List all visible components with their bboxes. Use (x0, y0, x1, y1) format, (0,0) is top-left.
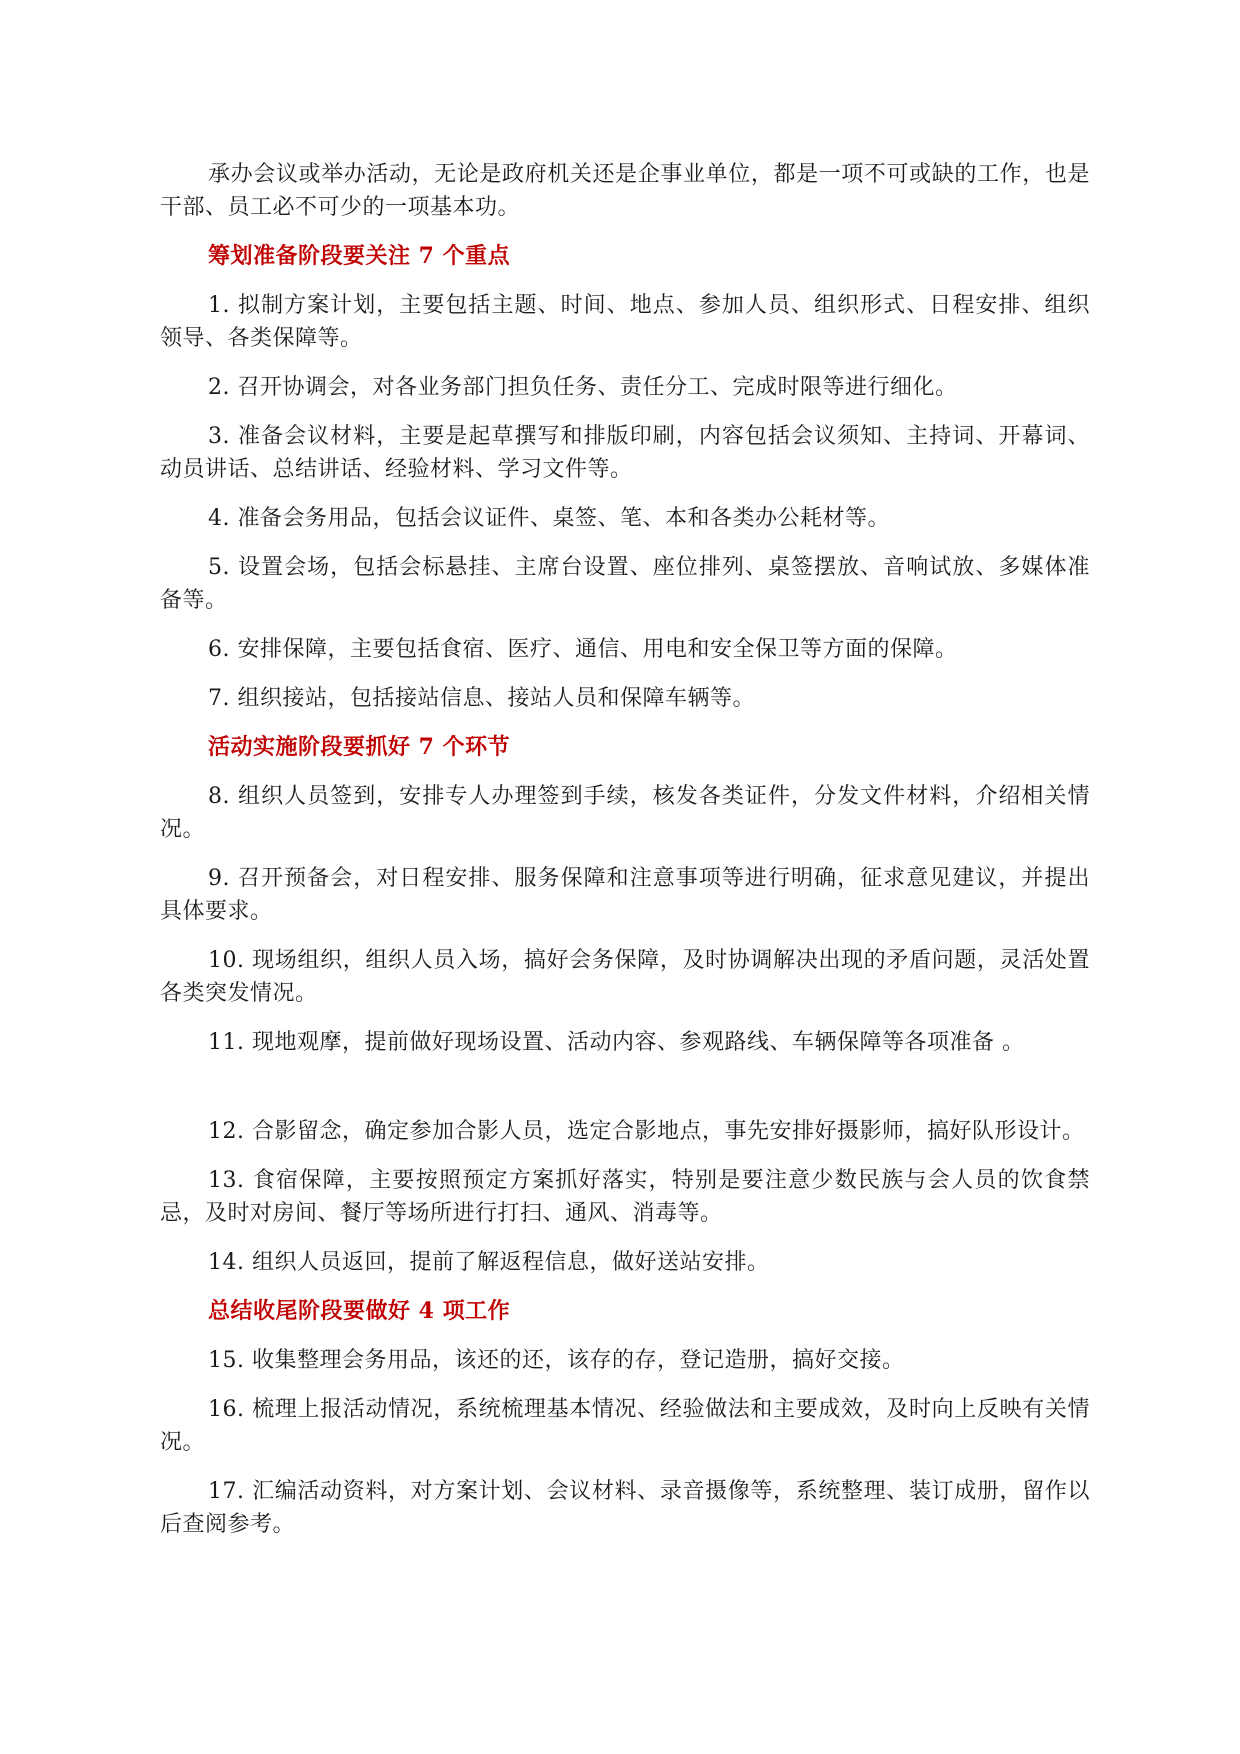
list-item: 6. 安排保障，主要包括食宿、医疗、通信、用电和安全保卫等方面的保障。 (208, 637, 958, 662)
list-item: 13. 食宿保障，主要按照预定方案抓好落实，特别是要注意少数民族与会人员的饮食禁忌，及时对房间、餐厅等场所进行打扫、通风、消毒等。 (160, 1168, 1090, 1226)
list-item: 16. 梳理上报活动情况，系统梳理基本情况、经验做法和主要成效，及时向上反映有关情况。 (160, 1397, 1090, 1455)
section-heading-preparation: 筹划准备阶段要关注 7 个重点 (208, 243, 511, 269)
list-item: 14. 组织人员返回，提前了解返程信息，做好送站安排。 (208, 1250, 770, 1275)
list-item: 5. 设置会场，包括会标悬挂、主席台设置、座位排列、桌签摆放、音响试放、多媒体准备等。 (160, 555, 1090, 613)
section-heading-implementation: 活动实施阶段要抓好 7 个环节 (208, 734, 511, 760)
list-item: 2. 召开协调会，对各业务部门担负任务、责任分工、完成时限等进行细化。 (208, 375, 958, 400)
list-item: 1. 拟制方案计划，主要包括主题、时间、地点、参加人员、组织形式、日程安排、组织领导、各类保障等。 (160, 293, 1090, 351)
list-item: 7. 组织接站，包括接站信息、接站人员和保障车辆等。 (208, 686, 755, 711)
list-item: 17. 汇编活动资料，对方案计划、会议材料、录音摄像等，系统整理、装订成册，留作以后查阅参考。 (160, 1479, 1090, 1537)
document-page (160, 158, 1090, 1557)
list-item: 11. 现地观摩，提前做好现场设置、活动内容、参观路线、车辆保障等各项准备 。 (208, 1030, 1025, 1055)
list-item: 12. 合影留念，确定参加合影人员，选定合影地点，事先安排好摄影师，搞好队形设计。 (208, 1119, 1085, 1144)
list-item: 4. 准备会务用品，包括会议证件、桌签、笔、本和各类办公耗材等。 (208, 506, 890, 531)
section-heading-wrapup: 总结收尾阶段要做好 4 项工作 (208, 1298, 511, 1324)
list-item: 15. 收集整理会务用品，该还的还，该存的存，登记造册，搞好交接。 (208, 1348, 905, 1373)
list-item: 3. 准备会议材料，主要是起草撰写和排版印刷，内容包括会议须知、主持词、开幕词、动员讲话、总结讲话、经验材料、学习文件等。 (160, 424, 1090, 482)
list-item: 10. 现场组织，组织人员入场，搞好会务保障，及时协调解决出现的矛盾问题，灵活处置各类突发情况。 (160, 948, 1090, 1006)
intro-paragraph: 承办会议或举办活动，无论是政府机关还是企事业单位，都是一项不可或缺的工作，也是干部、员工必不可少的一项基本功。 (160, 162, 1090, 220)
list-item: 9. 召开预备会，对日程安排、服务保障和注意事项等进行明确，征求意见建议，并提出具体要求。 (160, 866, 1090, 924)
list-item: 8. 组织人员签到，安排专人办理签到手续，核发各类证件，分发文件材料，介绍相关情况。 (160, 784, 1090, 842)
